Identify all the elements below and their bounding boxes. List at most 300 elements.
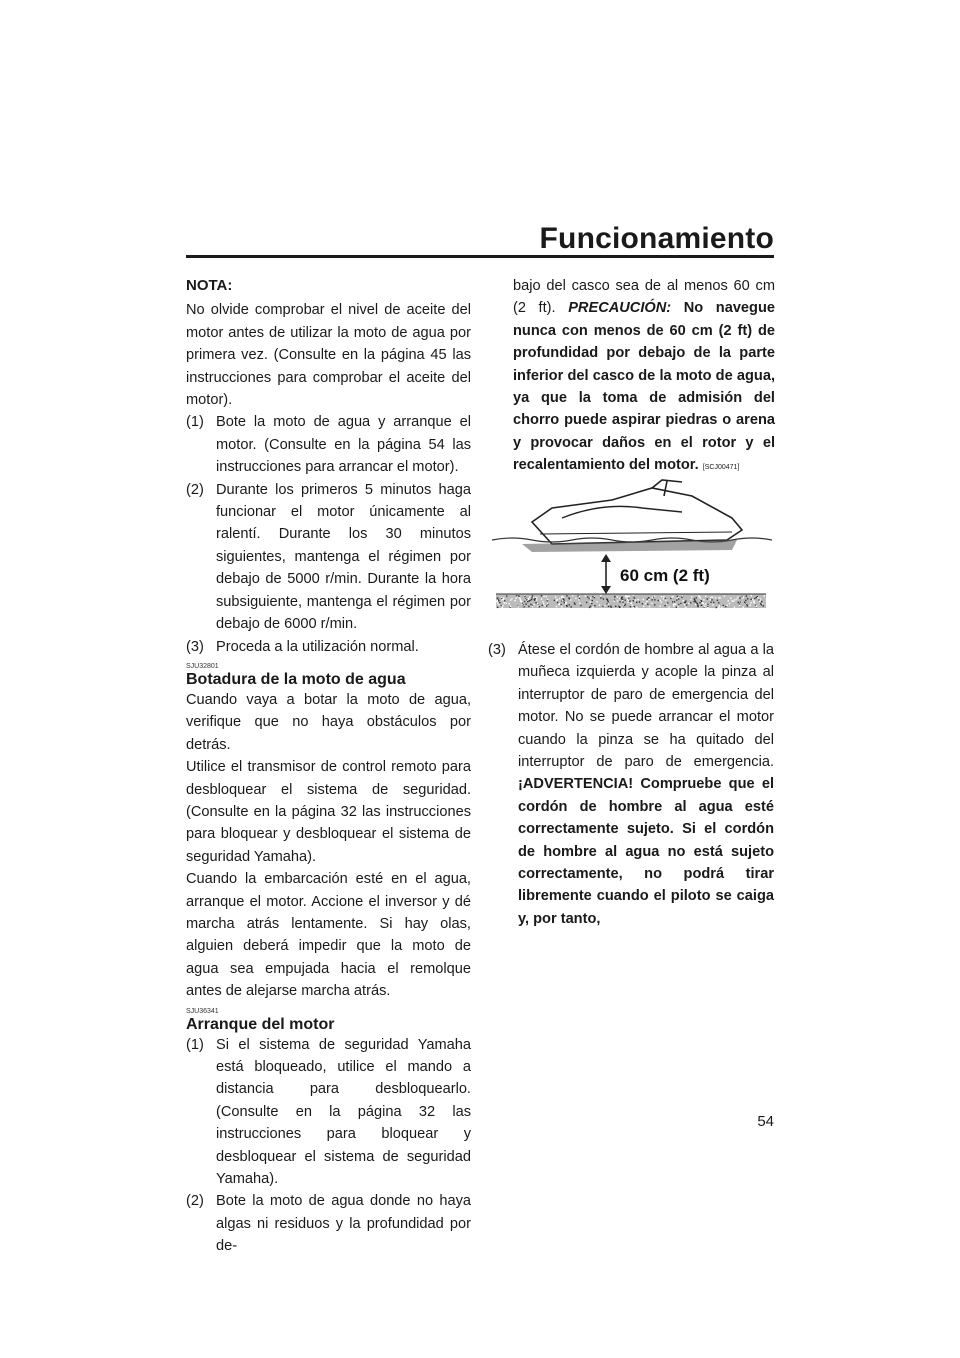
seabed-dot	[718, 602, 719, 603]
seabed-dot	[579, 602, 580, 603]
seabed-dot	[719, 605, 720, 606]
seabed-dot	[614, 600, 615, 601]
seabed-dot	[688, 603, 689, 604]
seabed-dot	[661, 596, 662, 597]
list-number: (3)	[186, 638, 204, 655]
list-item	[186, 411, 471, 478]
seabed-dot	[737, 596, 738, 597]
seabed-dot	[647, 599, 648, 600]
seabed-dot	[536, 597, 537, 598]
caution-label: PRECAUCIÓN:	[568, 300, 672, 317]
seabed-dot	[686, 604, 687, 605]
seabed-dot	[754, 602, 755, 603]
seabed-dot	[517, 606, 518, 607]
seabed-dot	[607, 600, 608, 601]
seabed-dot	[527, 601, 528, 602]
seabed-dot	[746, 604, 747, 605]
seabed-dot	[677, 596, 678, 597]
seabed-dot	[580, 605, 581, 606]
seabed-dot	[695, 601, 696, 602]
depth-label: 60 cm (2 ft)	[620, 566, 710, 585]
seabed-dot	[643, 599, 644, 600]
seabed-dot	[615, 606, 616, 607]
seabed-dot	[556, 606, 557, 607]
seabed-dot	[594, 597, 595, 598]
seabed-dot	[667, 602, 668, 603]
seabed-dot	[649, 599, 650, 600]
seabed-dot	[561, 606, 562, 607]
seabed-dot	[696, 597, 697, 598]
seabed-dot	[639, 601, 640, 602]
seabed-dot	[658, 600, 659, 601]
seabed-dot	[684, 602, 685, 603]
seabed-dot	[705, 603, 706, 604]
seabed-dot	[670, 598, 671, 599]
list-text: Proceda a la utilización normal.	[216, 638, 419, 655]
seabed-dot	[535, 602, 536, 603]
paragraph: Cuando vaya a botar la moto de agua, verifique que no haya obstáculos por detrás.	[186, 691, 471, 753]
seabed-dot	[732, 600, 733, 601]
seabed-dot	[725, 606, 726, 607]
seabed-dot	[643, 606, 644, 607]
seabed-dot	[636, 607, 637, 608]
seabed-dot	[617, 600, 618, 601]
seabed-dot	[673, 604, 674, 605]
seabed-dot	[537, 603, 538, 604]
seabed-dot	[721, 606, 722, 607]
seabed-dot	[511, 598, 512, 599]
seabed-dot	[757, 597, 758, 598]
right-column	[513, 275, 775, 480]
seabed-dot	[624, 605, 625, 606]
seabed-dot	[761, 601, 762, 602]
seabed-dot	[633, 607, 634, 608]
seabed-dot	[629, 600, 630, 601]
seabed-dot	[530, 604, 531, 605]
list-item	[488, 639, 774, 930]
seabed-dot	[574, 602, 575, 603]
seabed-dot	[516, 596, 517, 597]
seabed-dot	[528, 606, 529, 607]
seabed-dot	[678, 604, 679, 605]
seabed-dot	[660, 600, 661, 601]
seabed-dot	[665, 599, 666, 600]
caution-code: [SCJ00471]	[702, 464, 740, 472]
seabed-dot	[578, 599, 579, 600]
list-number: (3)	[488, 642, 506, 658]
seabed-dot	[665, 598, 666, 599]
seabed-dot	[704, 606, 705, 607]
seabed-dot	[654, 604, 655, 605]
seabed-dot	[531, 599, 532, 600]
seabed-dot	[516, 595, 517, 596]
seabed-dot	[701, 605, 702, 606]
seabed-dot	[504, 600, 505, 601]
seabed-dot	[633, 595, 634, 596]
seabed-dot	[745, 600, 746, 601]
seabed-dot	[592, 596, 593, 597]
seabed-dot	[691, 596, 692, 597]
seabed-dot	[587, 596, 588, 597]
list-text: Bote la moto de agua y arranque el motor. (Consulte en la página 54 las instrucciones para arrancar el motor).	[216, 414, 471, 476]
seabed-dot	[743, 597, 744, 598]
seabed-dot	[751, 595, 752, 596]
seabed-dot	[739, 603, 740, 604]
seabed-dot	[528, 599, 529, 600]
seabed-dot	[713, 602, 714, 603]
seabed-dot	[761, 604, 762, 605]
seabed-dot	[533, 604, 534, 605]
seabed-dot	[651, 599, 652, 600]
seabed-dot	[533, 597, 534, 598]
seabed-dot	[747, 598, 748, 599]
seabed-dot	[603, 598, 604, 599]
seabed-dot	[674, 601, 675, 602]
section-code: SJU32801	[186, 662, 219, 670]
seabed-dot	[740, 601, 741, 602]
seabed-dot	[497, 607, 498, 608]
seabed-dot	[645, 603, 646, 604]
seabed-dot	[503, 598, 504, 599]
seabed-dot	[627, 599, 628, 600]
seabed-dot	[683, 600, 684, 601]
seabed-dot	[625, 604, 626, 605]
seabed-dot	[733, 601, 734, 602]
seabed-dot	[569, 604, 570, 605]
seabed-dot	[575, 598, 576, 599]
seabed-dot	[622, 606, 623, 607]
seabed-dot	[592, 600, 593, 601]
seabed-dot	[730, 598, 731, 599]
jetski-hull	[532, 488, 742, 544]
seabed-dot	[521, 601, 522, 602]
seabed-dot	[592, 607, 593, 608]
seabed-dot	[543, 596, 544, 597]
seabed-dot	[547, 599, 548, 600]
seabed-dot	[532, 595, 533, 596]
seabed-dot	[566, 602, 567, 603]
seabed-dot	[700, 598, 701, 599]
seabed-dot	[499, 602, 500, 603]
seabed-dot	[743, 607, 744, 608]
seabed-dot	[635, 599, 636, 600]
seabed-dot	[504, 602, 505, 603]
seabed-dot	[518, 596, 519, 597]
seabed-dot	[707, 604, 708, 605]
seabed-dot	[625, 599, 626, 600]
seabed-dot	[726, 605, 727, 606]
seabed-dot	[559, 598, 560, 599]
caution-text: No navegue nunca con menos de 60 cm (2 ft) de profundidad por debajo de la parte inferior del casco de la moto de agua, ya que la toma de admisión del chorro puede aspirar piedras o arena y provocar daños en el rotor y el recalentamiento del motor.	[513, 300, 775, 474]
seabed-dot	[579, 598, 580, 599]
list-number: (1)	[186, 1036, 204, 1053]
seabed-dot	[705, 596, 706, 597]
seabed-dot	[649, 606, 650, 607]
seabed-dot	[631, 605, 632, 606]
seabed-dot	[611, 606, 612, 607]
seabed-dot	[715, 597, 716, 598]
seabed-dot	[566, 595, 567, 596]
seabed-dot	[693, 601, 694, 602]
seabed-dot	[711, 599, 712, 600]
seabed-dot	[537, 605, 538, 606]
caution-paragraph	[513, 275, 775, 480]
seabed-dot	[522, 603, 523, 604]
seabed-dot	[672, 596, 673, 597]
seabed-dot	[562, 600, 563, 601]
seabed-dot	[685, 600, 686, 601]
seabed-dot	[746, 595, 747, 596]
seabed-dot	[617, 596, 618, 597]
seabed-dot	[506, 603, 507, 604]
seabed-dot	[750, 602, 751, 603]
seabed-dot	[710, 602, 711, 603]
seabed-dot	[652, 597, 653, 598]
seabed-dot	[564, 602, 565, 603]
seabed-dot	[707, 598, 708, 599]
seabed-dot	[744, 602, 745, 603]
seabed-dot	[728, 600, 729, 601]
section-heading: Botadura de la moto de agua	[186, 670, 406, 688]
seabed-dot	[724, 595, 725, 596]
seabed-dot	[633, 600, 634, 601]
seabed-dot	[621, 597, 622, 598]
seabed-dot	[506, 595, 507, 596]
seabed-dot	[502, 605, 503, 606]
seabed-dot	[515, 598, 516, 599]
seabed-dot	[699, 602, 700, 603]
seabed-dot	[673, 605, 674, 606]
seabed-dot	[736, 598, 737, 599]
seabed-dot	[739, 597, 740, 598]
list-item	[186, 1190, 471, 1257]
seabed-dot	[543, 603, 544, 604]
seabed-dot	[509, 603, 510, 604]
seabed-dot	[604, 605, 605, 606]
seabed-dot	[544, 605, 545, 606]
seabed-dot	[514, 600, 515, 601]
seabed-dot	[539, 606, 540, 607]
seabed-dot	[710, 597, 711, 598]
seabed-dot	[590, 601, 591, 602]
seabed-dot	[763, 605, 764, 606]
nota-text: No olvide comprobar el nivel de aceite del motor antes de utilizar la moto de agua por primera vez. (Consulte en la página 45 las instrucciones para comprobar el aceite del motor).	[186, 302, 471, 409]
seabed-dot	[753, 600, 754, 601]
seabed-dot	[694, 599, 695, 600]
seabed-dot	[510, 606, 511, 607]
seabed-dot	[555, 596, 556, 597]
paragraph: Utilice el transmisor de control remoto para desbloquear el sistema de seguridad. (Consulte en la página 32 las instrucciones para bloquear y desbloquear el sistema de seguridad Yamaha).	[186, 759, 471, 865]
seabed-dot	[729, 603, 730, 604]
seabed-dot	[608, 606, 609, 607]
step-3	[488, 639, 774, 930]
seabed-dot	[690, 599, 691, 600]
seabed-dot	[558, 604, 559, 605]
seabed-dot	[750, 605, 751, 606]
page-title: Funcionamiento	[539, 222, 774, 255]
seabed-dot	[672, 601, 673, 602]
seabed-dot	[699, 596, 700, 597]
seabed-dot	[560, 604, 561, 605]
arrow-head-down	[601, 586, 611, 594]
seabed-dot	[546, 605, 547, 606]
seabed-dot	[626, 596, 627, 597]
seabed-dot	[637, 599, 638, 600]
seabed-dot	[541, 598, 542, 599]
seabed-dot	[497, 598, 498, 599]
seabed-dot	[585, 595, 586, 596]
seabed-dot	[619, 606, 620, 607]
seabed-dot	[622, 601, 623, 602]
seabed-dot	[716, 607, 717, 608]
section-code: SJU36341	[186, 1007, 219, 1015]
seabed-dot	[498, 604, 499, 605]
seabed-dot	[534, 598, 535, 599]
seabed-dot	[684, 604, 685, 605]
seabed-dot	[571, 606, 572, 607]
seabed-dot	[697, 603, 698, 604]
seabed-dot	[677, 597, 678, 598]
list-item	[186, 1034, 471, 1191]
continuation-text: bajo del casco sea de al menos 60 cm (2 ft).	[513, 278, 775, 317]
seabed-dot	[703, 599, 704, 600]
seabed-dot	[627, 602, 628, 603]
seabed-dot	[741, 597, 742, 598]
seabed-dot	[701, 601, 702, 602]
seabed-dot	[566, 606, 567, 607]
seabed-dot	[602, 606, 603, 607]
seabed-dot	[523, 604, 524, 605]
seabed-dot	[591, 603, 592, 604]
seabed-dot	[678, 598, 679, 599]
seabed-dot	[717, 600, 718, 601]
seabed-dot	[594, 605, 595, 606]
seabed-dot	[525, 603, 526, 604]
jetski-depth-figure	[492, 478, 772, 618]
list-item	[186, 636, 471, 658]
seabed-dot	[557, 602, 558, 603]
seabed-dot	[695, 604, 696, 605]
seabed-dot	[738, 602, 739, 603]
seabed-dot	[565, 603, 566, 604]
seabed-dot	[563, 597, 564, 598]
seabed-dot	[503, 599, 504, 600]
seabed-dot	[664, 605, 665, 606]
seabed-dot	[756, 597, 757, 598]
seabed-dot	[599, 605, 600, 606]
seabed-dot	[579, 596, 580, 597]
list-number: (2)	[186, 481, 204, 498]
seabed-dot	[547, 603, 548, 604]
seabed-dot	[663, 598, 664, 599]
seabed-dot	[660, 606, 661, 607]
seabed-dot	[646, 601, 647, 602]
seabed-dot	[685, 607, 686, 608]
seabed-dot	[596, 601, 597, 602]
nota-label: NOTA:	[186, 277, 233, 294]
seabed-dot	[630, 606, 631, 607]
seabed-dot	[619, 598, 620, 599]
seabed-dot	[760, 598, 761, 599]
seabed-dot	[647, 604, 648, 605]
seabed-dot	[497, 602, 498, 603]
seabed-dot	[614, 596, 615, 597]
seabed-dot	[590, 597, 591, 598]
step3-text: Átese el cordón de hombre al agua a la muñeca izquierda y acople la pinza al interruptor de paro de emergencia del motor. No se puede arrancar el motor cuando la pinza se ha quitado del interruptor de paro de emergencia.	[518, 642, 774, 771]
seabed-dot	[654, 599, 655, 600]
seabed-dot	[608, 604, 609, 605]
seabed-dot	[718, 607, 719, 608]
seabed-dot	[712, 597, 713, 598]
seabed-dot	[520, 599, 521, 600]
seabed-dot	[654, 596, 655, 597]
list-number: (1)	[186, 414, 204, 431]
seabed-dot	[734, 606, 735, 607]
seabed-dot	[675, 604, 676, 605]
seabed-dot	[622, 599, 623, 600]
seabed-dot	[619, 601, 620, 602]
seabed-dot	[631, 602, 632, 603]
seabed-dot	[590, 606, 591, 607]
list-item	[186, 479, 471, 636]
list-number: (2)	[186, 1193, 204, 1210]
page-number: 54	[757, 1113, 774, 1130]
seabed-dot	[651, 603, 652, 604]
seabed-dot	[754, 598, 755, 599]
seabed-dot	[681, 597, 682, 598]
seabed-dot	[524, 601, 525, 602]
seabed-dot	[501, 599, 502, 600]
seabed-dot	[750, 599, 751, 600]
seabed-dot	[628, 600, 629, 601]
seabed-dot	[723, 605, 724, 606]
seabed-dot	[759, 601, 760, 602]
seabed-dot	[756, 605, 757, 606]
seabed-dot	[519, 598, 520, 599]
seabed-dot	[642, 603, 643, 604]
seabed-dot	[739, 605, 740, 606]
seabed-dot	[734, 599, 735, 600]
seabed-dot	[663, 596, 664, 597]
seabed-dot	[690, 602, 691, 603]
seabed-dot	[677, 606, 678, 607]
seabed-dot	[676, 599, 677, 600]
list-text: Durante los primeros 5 minutos haga funcionar el motor únicamente al ralentí. Durante los 30 minutos siguientes, mantenga el régimen por debajo de 5000 r/min. Durante la hora subsiguiente, mantenga el régimen por debajo de 6000 r/min.	[216, 481, 471, 633]
paragraph: Cuando la embarcación esté en el agua, arranque el motor. Accione el inversor y dé marcha atrás lentamente. Si hay olas, alguien deberá impedir que la moto de agua sea empujada hacia el remolque antes de alejarse marcha atrás.	[186, 871, 471, 1000]
seabed-dot	[710, 599, 711, 600]
warning-text: Compruebe que el cordón de hombre al agua esté correctamente sujeto. Si el cordón de hombre al agua no está sujeto correctamente, no podrá tirar libremente cuando el piloto se caiga y, por tanto,	[518, 776, 774, 927]
seabed-dot	[702, 603, 703, 604]
seabed-dot	[628, 596, 629, 597]
warning-label: ¡ADVERTENCIA!	[518, 776, 634, 793]
seabed-dot	[648, 597, 649, 598]
seabed-dot	[712, 604, 713, 605]
seabed-dot	[634, 597, 635, 598]
seabed-dot	[682, 595, 683, 596]
seabed-dot	[536, 599, 537, 600]
seabed-dot	[556, 599, 557, 600]
seabed-dot	[561, 597, 562, 598]
seabed-dot	[747, 605, 748, 606]
seabed-dot	[586, 602, 587, 603]
seabed-dot	[523, 606, 524, 607]
arrow-head-up	[601, 554, 611, 562]
seabed-dot	[589, 598, 590, 599]
seabed-dot	[600, 597, 601, 598]
seabed-dot	[547, 600, 548, 601]
seabed-dot	[676, 607, 677, 608]
seabed-dot	[546, 596, 547, 597]
